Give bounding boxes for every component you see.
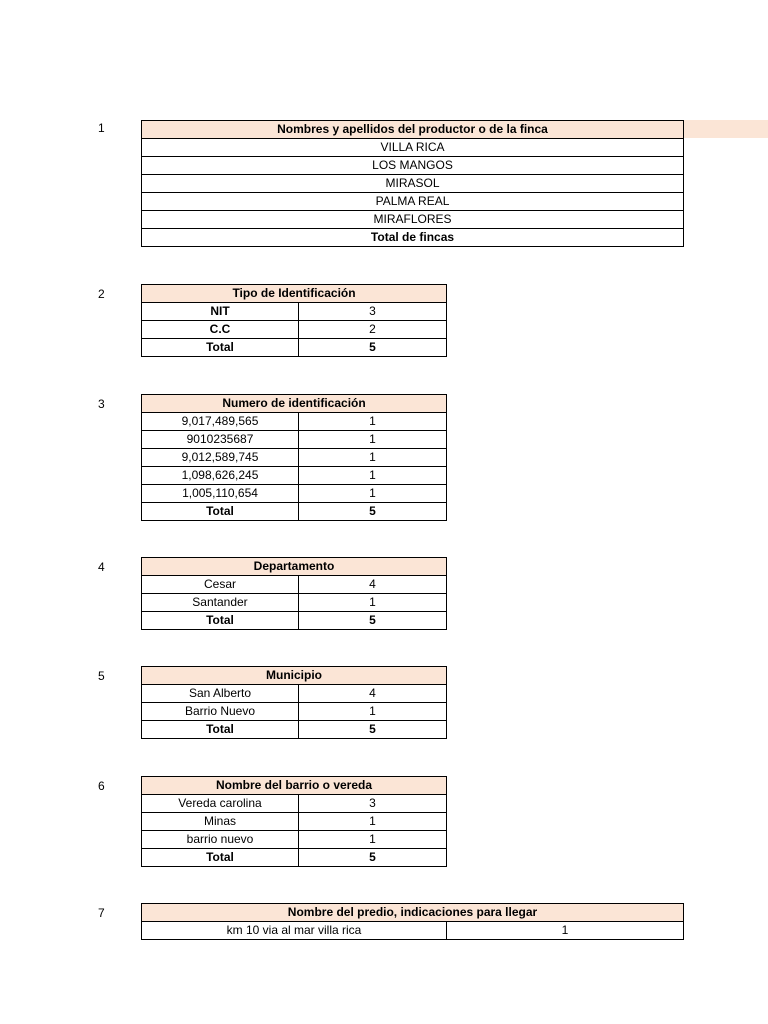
row-label: San Alberto — [142, 685, 299, 703]
total-value: 5 — [299, 849, 447, 867]
row-label: 1,005,110,654 — [142, 485, 299, 503]
row-label: Cesar — [142, 576, 299, 594]
row-value: 1 — [299, 594, 447, 612]
total-label: Total — [142, 503, 299, 521]
table-cell: LOS MANGOS — [142, 157, 684, 175]
table-header: Municipio — [142, 667, 447, 685]
row-label: NIT — [142, 303, 299, 321]
row-label: barrio nuevo — [142, 831, 299, 849]
row-value: 4 — [299, 685, 447, 703]
section-number-1: 1 — [98, 121, 105, 135]
table-cell: MIRASOL — [142, 175, 684, 193]
table-cell: MIRAFLORES — [142, 211, 684, 229]
row-value: 3 — [299, 303, 447, 321]
row-value: 3 — [299, 795, 447, 813]
table-header: Tipo de Identificación — [142, 285, 447, 303]
table-property — [141, 903, 684, 940]
table-header: Departamento — [142, 558, 447, 576]
section-number-7: 7 — [98, 906, 105, 920]
table-neighborhood — [141, 776, 447, 867]
table-cell: VILLA RICA — [142, 139, 684, 157]
row-value: 1 — [299, 703, 447, 721]
row-value: 1 — [299, 831, 447, 849]
total-value: 5 — [299, 339, 447, 357]
row-value: 4 — [299, 576, 447, 594]
table-header: Nombre del barrio o vereda — [142, 777, 447, 795]
row-value: 1 — [299, 449, 447, 467]
row-label: C.C — [142, 321, 299, 339]
row-label: 9,012,589,745 — [142, 449, 299, 467]
section-number-2: 2 — [98, 287, 105, 301]
row-value: 2 — [299, 321, 447, 339]
table-id-number — [141, 394, 447, 521]
total-value: 5 — [299, 503, 447, 521]
total-label: Total — [142, 849, 299, 867]
table-department — [141, 557, 447, 630]
table-id-type — [141, 284, 447, 357]
table-cell: PALMA REAL — [142, 193, 684, 211]
section-number-3: 3 — [98, 397, 105, 411]
total-label: Total — [142, 612, 299, 630]
total-value: 5 — [299, 721, 447, 739]
table-producers — [141, 120, 684, 247]
table-header: Nombre del predio, indicaciones para llegar — [142, 904, 684, 922]
table-municipality — [141, 666, 447, 739]
row-label: Minas — [142, 813, 299, 831]
table-header: Numero de identificación — [142, 395, 447, 413]
row-value: 1 — [299, 813, 447, 831]
row-value: 1 — [447, 922, 684, 940]
section-number-5: 5 — [98, 669, 105, 683]
row-value: 1 — [299, 467, 447, 485]
table-header: Nombres y apellidos del productor o de la finca — [142, 121, 684, 139]
row-value: 1 — [299, 413, 447, 431]
header-fill-extension — [683, 120, 768, 138]
row-label: Santander — [142, 594, 299, 612]
row-label: 9010235687 — [142, 431, 299, 449]
total-value: 5 — [299, 612, 447, 630]
row-label: 9,017,489,565 — [142, 413, 299, 431]
section-number-4: 4 — [98, 560, 105, 574]
row-label: km 10 via al mar villa rica — [142, 922, 447, 940]
total-label: Total — [142, 339, 299, 357]
row-label: 1,098,626,245 — [142, 467, 299, 485]
row-value: 1 — [299, 485, 447, 503]
row-label: Vereda carolina — [142, 795, 299, 813]
total-label: Total — [142, 721, 299, 739]
section-number-6: 6 — [98, 779, 105, 793]
row-value: 1 — [299, 431, 447, 449]
row-label: Barrio Nuevo — [142, 703, 299, 721]
total-label: Total de fincas — [142, 229, 684, 247]
